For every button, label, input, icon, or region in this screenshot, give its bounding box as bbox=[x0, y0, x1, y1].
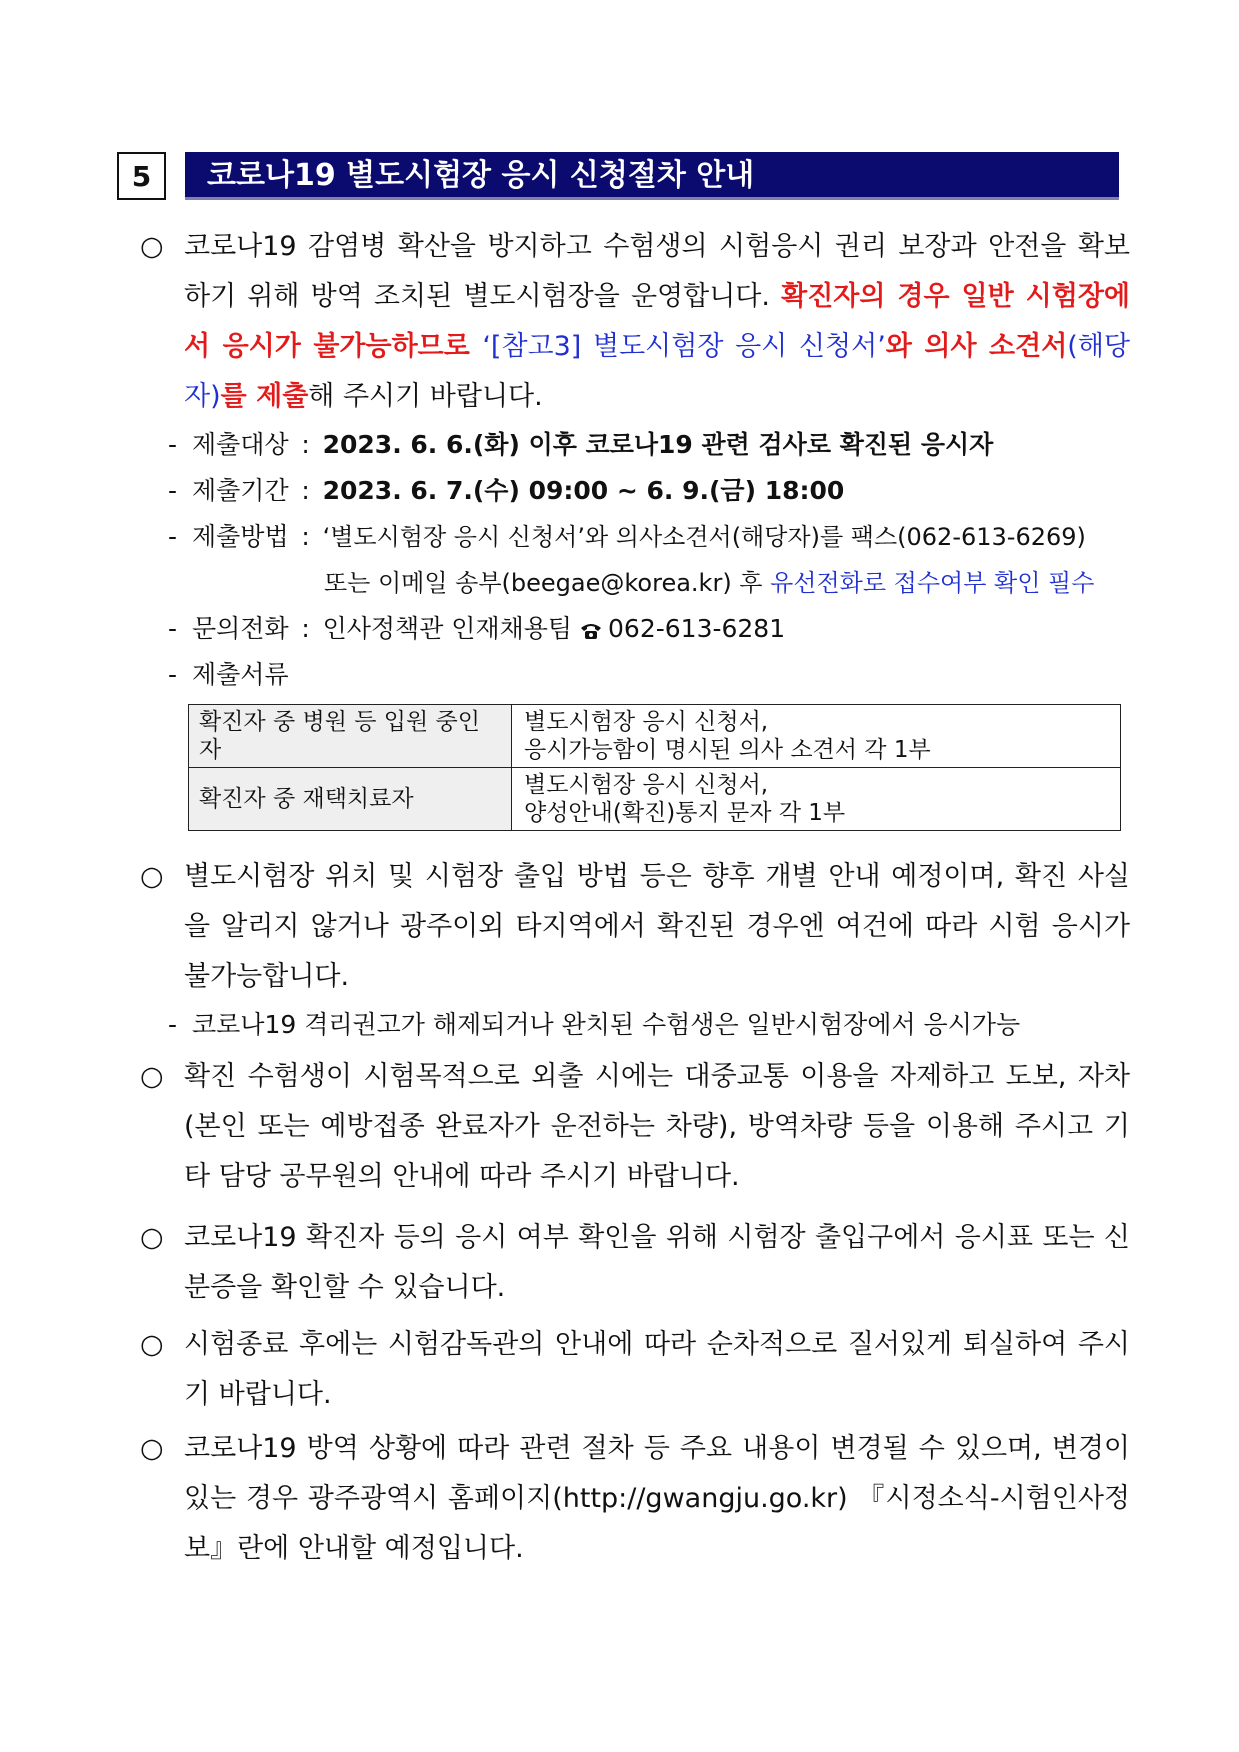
table-cell-who: 확진자 중 재택치료자 bbox=[189, 768, 512, 831]
dash: - bbox=[168, 522, 178, 551]
location-text: 별도시험장 위치 및 시험장 출입 방법 등은 향후 개별 안내 예정이며, 확진 사실을 알리지 않거나 광주이외 타지역에서 확진된 경우엔 여건에 따라 시험 응시가 불가능합니다. bbox=[184, 861, 1130, 992]
contact-phone: 062-613-6281 bbox=[608, 614, 786, 643]
table-row bbox=[189, 768, 1121, 831]
paragraph-location bbox=[140, 852, 1130, 1002]
paragraph-transport bbox=[140, 1052, 1130, 1202]
table-cell-who: 확진자 중 병원 등 입원 중인 자 bbox=[189, 705, 512, 768]
intro-red-text: 확진자의 경우 일반 시험장에서 응시가 불가능하므로 bbox=[184, 281, 1131, 362]
method-label: 제출방법 bbox=[192, 522, 289, 551]
bullet-circle: ○ bbox=[140, 1061, 164, 1092]
intro-red-submit: 를 제출 bbox=[220, 381, 309, 412]
id-check-text: 코로나19 확진자 등의 응시 여부 확인을 위해 시험장 출입구에서 응시표 또는 신분증을 확인할 수 있습니다. bbox=[184, 1222, 1130, 1303]
docs-label: 제출서류 bbox=[192, 660, 289, 689]
docs-line: 양성안내(확진)통지 문자 각 1부 bbox=[524, 800, 846, 826]
method-value-2: 또는 이메일 송부(beegae@korea.kr) 후 bbox=[324, 569, 771, 597]
dash: - bbox=[168, 430, 178, 459]
table-cell-docs bbox=[512, 705, 1121, 768]
section-number: 5 bbox=[117, 152, 166, 200]
paragraph-changes bbox=[140, 1424, 1130, 1574]
contact-value: 인사정책관 인재채용팀 bbox=[322, 614, 573, 643]
intro-red-text-2: 와 의사 소견서 bbox=[885, 331, 1068, 362]
documents-table bbox=[188, 704, 1121, 831]
item-quarantine-lifted bbox=[168, 1002, 1020, 1048]
table-row bbox=[189, 705, 1121, 768]
paragraph-exit bbox=[140, 1320, 1130, 1420]
bullet-circle: ○ bbox=[140, 1222, 164, 1253]
bullet-circle: ○ bbox=[140, 861, 164, 892]
intro-blue-applicable: (해당자) bbox=[184, 331, 1130, 412]
bullet-circle: ○ bbox=[140, 231, 164, 262]
table-cell-docs bbox=[512, 768, 1121, 831]
docs-line: 응시가능함이 명시된 의사 소견서 각 1부 bbox=[524, 737, 931, 763]
dash: - bbox=[168, 1010, 178, 1039]
section-heading bbox=[117, 152, 1119, 204]
dash: - bbox=[168, 476, 178, 505]
item-contact: - 문의전화 : 인사정책관 인재채용팀 062-613-6281 bbox=[168, 606, 785, 652]
period-value: 2023. 6. 7.(수) 09:00 ~ 6. 9.(금) 18:00 bbox=[322, 476, 845, 505]
item-target: - 제출대상 : 2023. 6. 6.(화) 이후 코로나19 관련 검사로 확진된 응시자 bbox=[168, 422, 993, 468]
transport-text: 확진 수험생이 시험목적으로 외출 시에는 대중교통 이용을 자제하고 도보, 자차(본인 또는 예방접종 완료자가 운전하는 차량), 방역차량 등을 이용해 주시고 기타 담당 공무원의 안내에 따라 주시기 바랍니다. bbox=[184, 1061, 1130, 1192]
bullet-circle: ○ bbox=[140, 1329, 164, 1360]
dash: - bbox=[168, 660, 178, 689]
changes-text: 코로나19 방역 상황에 따라 관련 절차 등 주요 내용이 변경될 수 있으며, 변경이 있는 경우 광주광역시 홈페이지(http://gwangju.go.kr) 『시정소식-시험인사정보』란에 안내할 예정입니다. bbox=[184, 1433, 1130, 1564]
telephone-icon bbox=[580, 609, 602, 627]
bullet-circle: ○ bbox=[140, 1433, 164, 1464]
contact-label: 문의전화 bbox=[192, 614, 289, 643]
item-method: - 제출방법 : ‘별도시험장 응시 신청서’와 의사소견서(해당자)를 팩스(062-613-6269) bbox=[168, 514, 1086, 560]
quarantine-lifted-text: 코로나19 격리권고가 해제되거나 완치된 수험생은 일반시험장에서 응시가능 bbox=[192, 1010, 1021, 1039]
paragraph-id-check bbox=[140, 1213, 1130, 1313]
exit-text: 시험종료 후에는 시험감독관의 안내에 따라 순차적으로 질서있게 퇴실하여 주시기 바랍니다. bbox=[184, 1329, 1130, 1410]
method-phone-confirm: 유선전화로 접수여부 확인 필수 bbox=[770, 569, 1095, 597]
section-title: 코로나19 별도시험장 응시 신청절차 안내 bbox=[185, 152, 1119, 200]
target-label: 제출대상 bbox=[192, 430, 289, 459]
period-label: 제출기간 bbox=[192, 476, 289, 505]
target-value: 2023. 6. 6.(화) 이후 코로나19 관련 검사로 확진된 응시자 bbox=[322, 430, 994, 459]
item-docs bbox=[168, 652, 289, 698]
intro-text-end: 해 주시기 바랍니다. bbox=[308, 381, 543, 412]
method-value-1: ‘별도시험장 응시 신청서’와 의사소견서(해당자)를 팩스(062-613-6269) bbox=[322, 523, 1086, 551]
item-method-line2 bbox=[324, 560, 1094, 606]
item-period: - 제출기간 : 2023. 6. 7.(수) 09:00 ~ 6. 9.(금) 18:00 bbox=[168, 468, 844, 514]
paragraph-intro bbox=[140, 222, 1130, 422]
intro-blue-form-name: ‘[참고3] 별도시험장 응시 신청서’ bbox=[482, 331, 886, 362]
docs-line: 별도시험장 응시 신청서, bbox=[524, 772, 769, 798]
intro-text: 코로나19 감염병 확산을 방지하고 수험생의 시험응시 권리 보장과 안전을 확보하기 위해 방역 조치된 별도시험장을 운영합니다. bbox=[184, 231, 1130, 312]
docs-line: 별도시험장 응시 신청서, bbox=[524, 709, 769, 735]
dash: - bbox=[168, 614, 178, 643]
